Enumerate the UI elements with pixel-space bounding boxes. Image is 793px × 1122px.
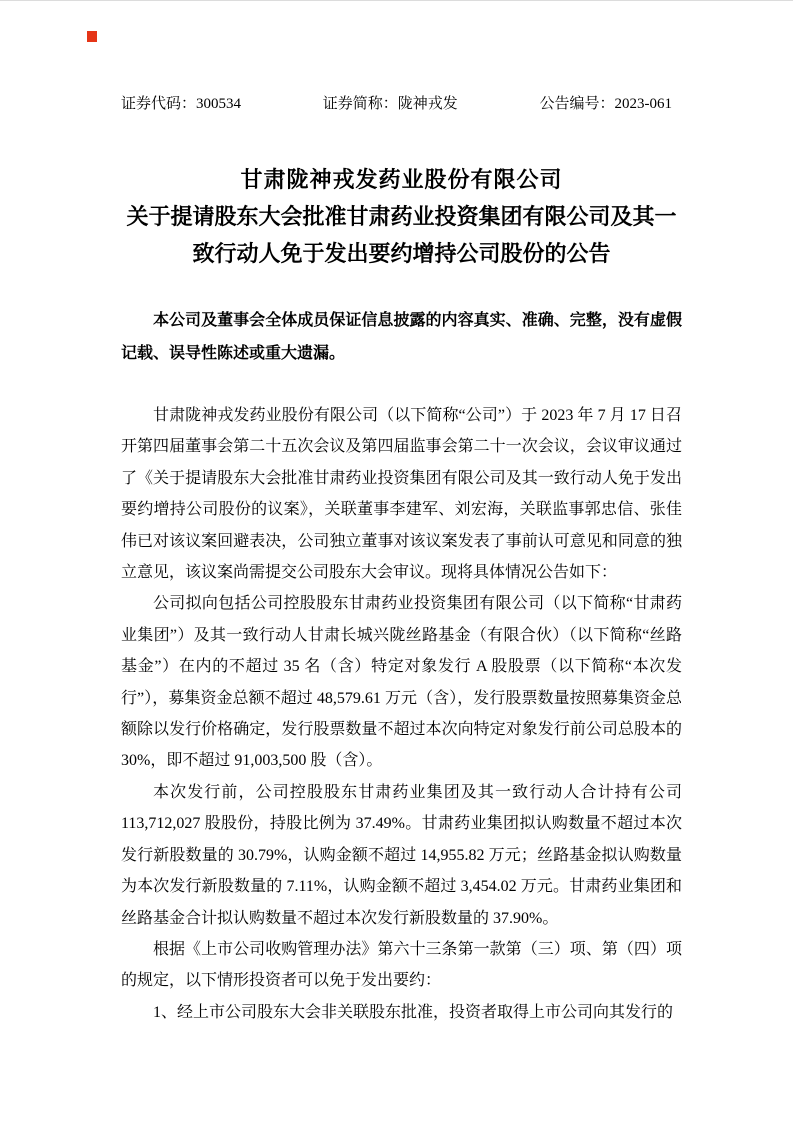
announcement-title-line1: 关于提请股东大会批准甘肃药业投资集团有限公司及其一 bbox=[126, 204, 677, 229]
paragraph-shareholding-details: 本次发行前，公司控股股东甘肃药业集团及其一致行动人合计持有公司 113,712,027 股股份，持股比例为 37.49%。甘肃药业集团拟认购数量不超过本次发行新股数量的 30.79%，认购金额不超过 14,955.82 万元；丝路基金拟认购数量为本次发行新股数量的 7.11%，认购金额不超过 3,454.02 万元。甘肃药业集团和丝路基金合计拟认购数量不超过本次发行新股数量的 37.90%。 bbox=[121, 783, 682, 927]
paragraph-issuance-plan: 公司拟向包括公司控股股东甘肃药业投资集团有限公司（以下简称“甘肃药业集团”）及其一致行动人甘肃长城兴陇丝路基金（有限合伙）（以下简称“丝路基金”）在内的不超过 35 名（含）特定对象发行 A 股股票（以下简称“本次发行”），募集资金总额不超过 48,579.61 万元（含），发行股票数量按照募集资金总额除以发行价格确定，发行股票数量不超过本次向特定对象发行前公司总股本的 30%，即不超过 91,003,500 股（含）。 bbox=[121, 595, 682, 770]
paragraph-exemption-item-1: 1、经上市公司股东大会非关联股东批准，投资者取得上市公司向其发行的 bbox=[153, 1003, 674, 1021]
company-name-title: 甘肃陇神戎发药业股份有限公司 bbox=[240, 167, 563, 192]
red-marker bbox=[87, 31, 97, 42]
stock-code: 证券代码：300534 bbox=[121, 96, 242, 112]
paragraph-regulation-reference: 根据《上市公司收购管理办法》第六十三条第一款第（三）项、第（四）项的规定，以下情形投资者可以免于发出要约： bbox=[121, 940, 682, 990]
paragraph-board-meeting: 甘肃陇神戎发药业股份有限公司（以下简称“公司”）于 2023 年 7 月 17 日召开第四届董事会第二十五次会议及第四届监事会第二十一次会议，会议审议通过了《关于提请股东大会批准甘肃药业投资集团有限公司及其一致行动人免于发出要约增持公司股份的议案》，关联董事李建军、刘宏海，关联监事郭忠信、张佳伟已对该议案回避表决，公司独立董事对该议案发表了事前认可意见和同意的独立意见，该议案尚需提交公司股东大会审议。现将具体情况公告如下： bbox=[121, 407, 682, 582]
declaration-paragraph: 本公司及董事会全体成员保证信息披露的内容真实、准确、完整，没有虚假记载、误导性陈述或重大遗漏。 bbox=[121, 312, 682, 362]
announcement-number: 公告编号：2023-061 bbox=[539, 96, 672, 112]
stock-abbreviation: 证券简称：陇神戎发 bbox=[322, 96, 458, 112]
document-body bbox=[121, 161, 682, 1028]
document-header bbox=[121, 94, 672, 114]
announcement-title-line2: 致行动人免于发出要约增持公司股份的公告 bbox=[192, 241, 611, 266]
